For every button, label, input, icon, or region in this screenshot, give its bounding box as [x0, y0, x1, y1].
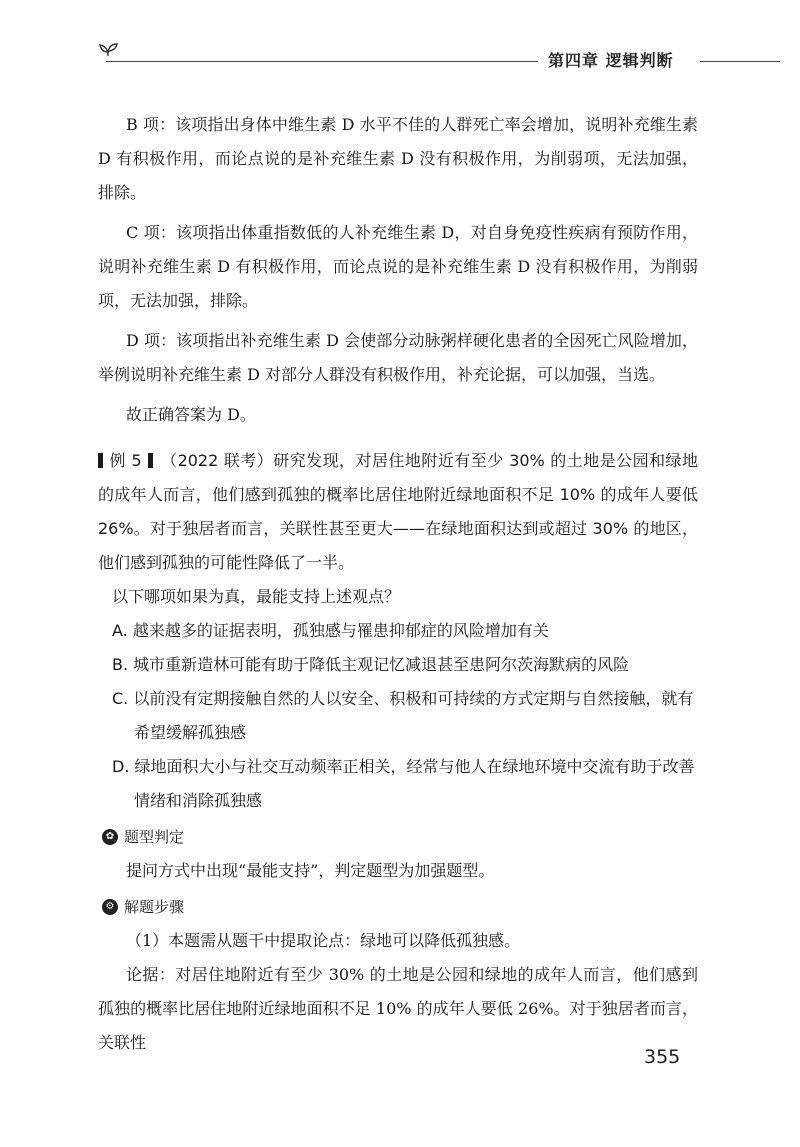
sprout-icon [96, 36, 120, 60]
option-c: C. 以前没有定期接触自然的人以安全、积极和可持续的方式定期与自然接触，就有希望缓解孤独感 [112, 689, 694, 742]
section-solution-steps [98, 890, 698, 924]
paragraph-c-item: C 项：该项指出体重指数低的人补充维生素 D，对自身免疫性疾病有预防作用，说明补充维生素 D 有积极作用，而论点说的是补充维生素 D 没有积极作用，为削弱项，无法加强，排除。 [98, 223, 698, 310]
header-rule-right [700, 61, 780, 62]
example-text: （2022 联考）研究发现，对居住地附近有至少 30% 的土地是公园和绿地的成年人而言，他们感到孤独的概率比居住地附近绿地面积不足 10% 的成年人要低 26%。对于独居者而言，关联性甚至更大——在绿地面积达到或超过 30% 的地区，他们感到孤独的可能性降低了一半。 [98, 451, 698, 572]
option-d: D. 绿地面积大小与社交互动频率正相关，经常与他人在绿地环境中交流有助于改善情绪和消除孤独感 [112, 757, 695, 810]
section-steps-title: 解题步骤 [124, 898, 185, 916]
flower-badge-icon: ✿ [102, 829, 118, 845]
example-question: 以下哪项如果为真，最能支持上述观点？ [112, 587, 401, 606]
example-label: 例 5 [109, 451, 142, 470]
page-number: 355 [644, 1046, 681, 1068]
section-type-judgement [98, 820, 698, 854]
header-rule-left [106, 61, 538, 62]
bracket-right-icon [148, 453, 153, 468]
chapter-title: 第四章 逻辑判断 [548, 51, 674, 70]
page-header [0, 36, 800, 76]
page-content [98, 108, 698, 1060]
option-b: B. 城市重新造林可能有助于降低主观记忆减退甚至患阿尔茨海默病的风险 [112, 655, 630, 674]
paragraph-answer: 故正确答案为 D。 [126, 405, 256, 424]
option-a: A. 越来越多的证据表明，孤独感与罹患抑郁症的风险增加有关 [112, 621, 549, 640]
section-type-title: 题型判定 [124, 828, 185, 846]
section-type-body: 提问方式中出现“最能支持”，判定题型为加强题型。 [126, 861, 495, 880]
argument-text: 论据：对居住地附近有至少 30% 的土地是公园和绿地的成年人而言，他们感到孤独的概率比居住地附近绿地面积不足 10% 的成年人要低 26%。对于独居者而言，关联性 [98, 965, 698, 1052]
step-1: （1）本题需从题干中提取论点：绿地可以降低孤独感。 [126, 931, 521, 950]
paragraph-d-item: D 项：该项指出补充维生素 D 会使部分动脉粥样硬化患者的全因死亡风险增加，举例说明补充维生素 D 对部分人群没有积极作用，补充论据，可以加强，当选。 [98, 331, 698, 384]
paragraph-b-item: B 项：该项指出身体中维生素 D 水平不佳的人群死亡率会增加，说明补充维生素 D 有积极作用，而论点说的是补充维生素 D 没有积极作用，为削弱项，无法加强，排除。 [98, 115, 698, 202]
example-stem [98, 444, 698, 580]
bracket-left-icon [98, 453, 103, 468]
gear-badge-icon: ⚙ [102, 899, 118, 915]
